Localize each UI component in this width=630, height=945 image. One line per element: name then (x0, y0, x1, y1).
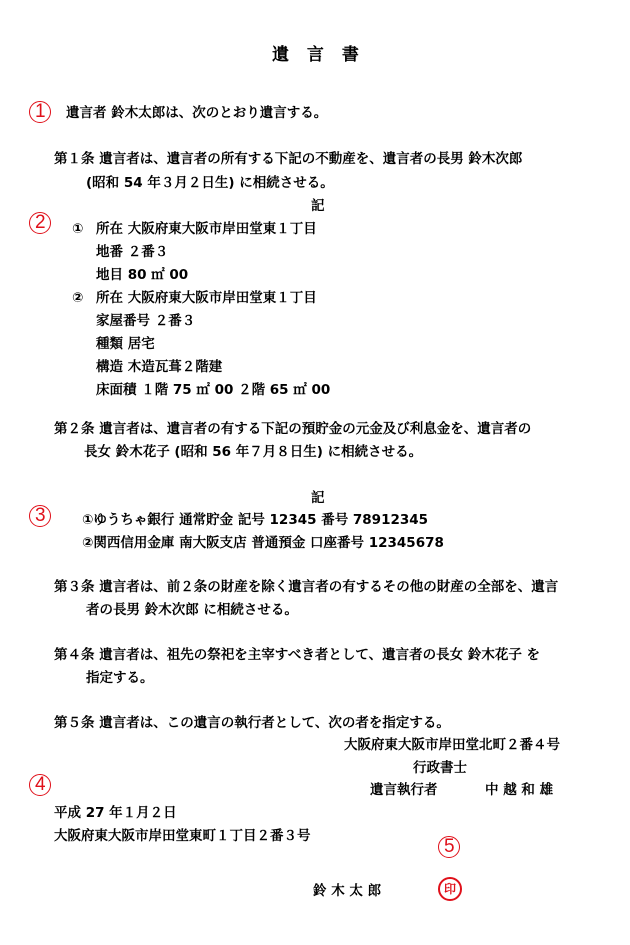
bank-account-2: ②関西信用金庫 南大阪支店 普通預金 口座番号 12345678 (82, 535, 444, 551)
article4-line2: 指定する。 (86, 670, 154, 686)
marker-2-number: 2 (35, 212, 46, 233)
building-structure: 構造 木造瓦葺２階建 (96, 359, 223, 375)
building-kind: 種類 居宅 (96, 336, 155, 352)
land-lot-number: 地番 ２番３ (96, 244, 169, 260)
article1-ki: 記 (311, 198, 325, 214)
article1-line1: 第１条 遺言者は、遺言者の所有する下記の不動産を、遺言者の長男 鈴木次郎 (54, 151, 523, 167)
bank-account-1: ①ゆうちゃ銀行 通常貯金 記号 12345 番号 78912345 (82, 512, 429, 528)
land-category: 地目 80 ㎡ 00 (96, 267, 189, 283)
article2-ki: 記 (311, 490, 325, 506)
article3-line1: 第３条 遺言者は、前２条の財産を除く遺言者の有するその他の財産の全部を、遺言 (54, 579, 559, 595)
marker-1-number: 1 (35, 101, 46, 122)
article3-line2: 者の長男 鈴木次郎 に相続させる。 (86, 602, 298, 618)
executor-name: 中 越 和 雄 (485, 782, 554, 798)
building-item-number: ② (72, 290, 84, 306)
executor-label: 遺言執行者 (370, 782, 438, 798)
article2-line1: 第２条 遺言者は、遺言者の有する下記の預貯金の元金及び利息金を、遺言者の (54, 421, 532, 437)
testator-name: 鈴 木 太 郎 (313, 883, 382, 899)
building-floor-area: 床面積 １階 75 ㎡ 00 ２階 65 ㎡ 00 (96, 382, 331, 398)
personal-seal-stamp: 印 (438, 877, 462, 901)
land-location: 所在 大阪府東大阪市岸田堂東１丁目 (96, 221, 317, 237)
document-title: 遺 言 書 (272, 45, 365, 65)
intro-line: 遺言者 鈴木太郎は、次のとおり遺言する。 (66, 105, 328, 121)
article4-line1: 第４条 遺言者は、祖先の祭祀を主宰すべき者として、遺言者の長女 鈴木花子 を (54, 647, 541, 663)
marker-4-number: 4 (35, 774, 46, 795)
building-house-number: 家屋番号 ２番３ (96, 313, 196, 329)
signature-date: 平成 27 年１月２日 (54, 805, 177, 821)
land-item-number: ① (72, 221, 84, 237)
executor-title: 行政書士 (413, 760, 467, 776)
marker-5-number: 5 (444, 836, 455, 857)
signature-address: 大阪府東大阪市岸田堂東町１丁目２番３号 (54, 828, 311, 844)
article5-line1: 第５条 遺言者は、この遺言の執行者として、次の者を指定する。 (54, 715, 450, 731)
executor-address: 大阪府東大阪市岸田堂北町２番４号 (344, 737, 560, 753)
article2-line2: 長女 鈴木花子 (昭和 56 年７月８日生) に相続させる。 (84, 444, 423, 460)
marker-3-number: 3 (35, 505, 46, 526)
article1-line2: (昭和 54 年３月２日生) に相続させる。 (86, 175, 334, 191)
building-location: 所在 大阪府東大阪市岸田堂東１丁目 (96, 290, 317, 306)
